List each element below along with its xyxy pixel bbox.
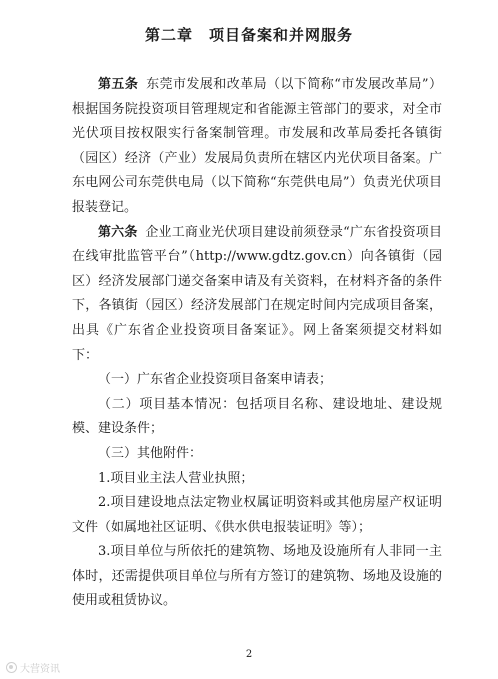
list-item: （三）其他附件： — [98, 445, 203, 461]
watermark-text: 大营资讯 — [20, 664, 60, 675]
watermark — [6, 660, 60, 675]
article-text: 企业工商业光伏项目建设前须登录“广东省投资项目在线审批监管平台”（http://www.gdtz.gov.cn）向各镇街（园区）经济发展部门递交备案申请及有关资料，在材料齐备的条件下，各镇街（园区）经济发展部门在规定时间内完成项目备案，出具《广东省企业投资项目备案证》。网上备案须提交材料如下： — [72, 224, 442, 363]
document-body — [72, 73, 442, 614]
article-label: 第五条 — [98, 77, 139, 92]
weibo-logo-icon — [6, 662, 17, 673]
list-item: 2.项目建设地点法定物业权属证明资料或其他房屋产权证明文件（如属地社区证明、《供水供电报装证明》等）； — [72, 495, 442, 535]
chapter-title: 第二章 项目备案和并网服务 — [144, 26, 353, 44]
list-item: 3.项目单位与所依托的建筑物、场地及设施所有人非同一主体时，还需提供项目单位与所有方签订的建筑物、场地及设施的使用或租赁协议。 — [72, 544, 442, 609]
article-label: 第六条 — [98, 224, 138, 240]
page-number: 2 — [245, 649, 253, 660]
article-text: 东莞市发展和改革局（以下简称“市发展改革局”）根据国务院投资项目管理规定和省能源主管部门的要求，对全市光伏项目按权限实行备案制管理。市发展和改革局委托各镇街（园区）经济（产业）发展局负责所在辖区内光伏项目备案。广东电网公司东莞供电局（以下简称“东莞供电局”）负责光伏项目报装登记。 — [72, 77, 442, 215]
list-item: 1.项目业主法人营业执照； — [98, 470, 254, 486]
article-paragraph — [72, 73, 442, 221]
list-item: （二）项目基本情况：包括项目名称、建设地址、建设规模、建设条件； — [72, 396, 442, 437]
article-paragraph — [72, 221, 442, 369]
list-item: （一）广东省企业投资项目备案申请表； — [98, 372, 333, 388]
